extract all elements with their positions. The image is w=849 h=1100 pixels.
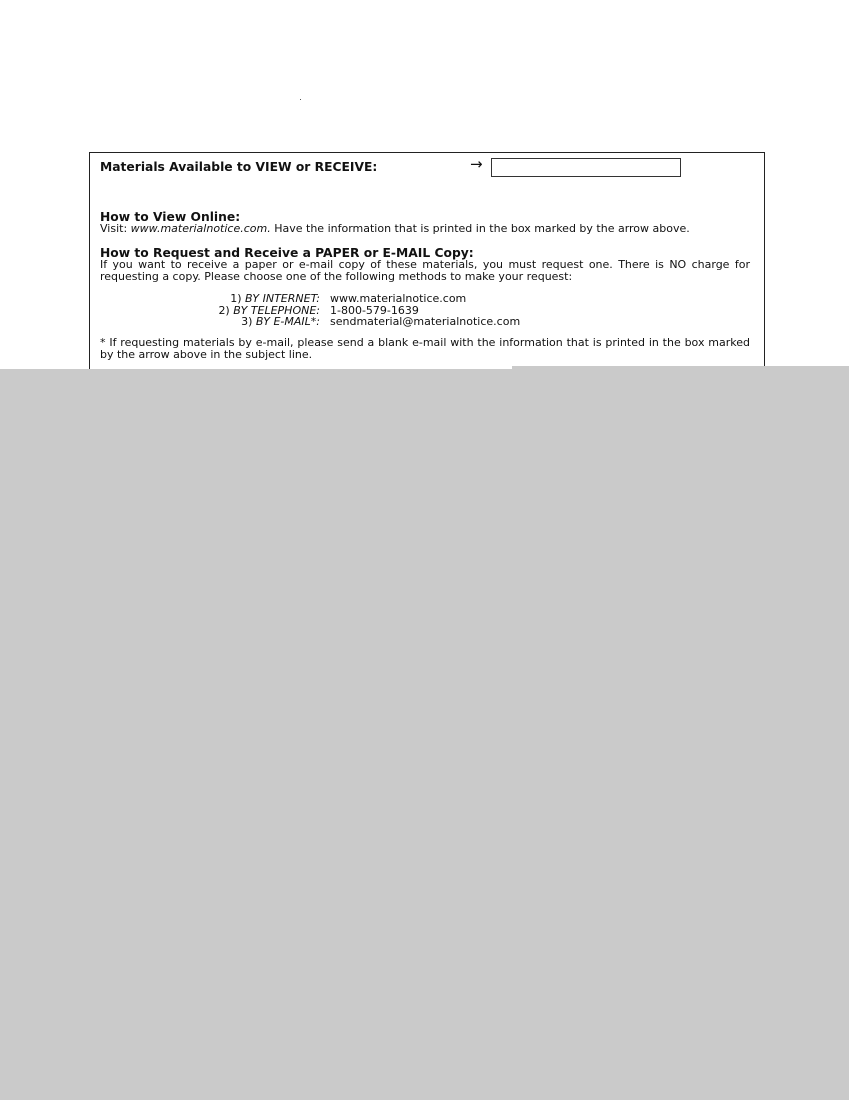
materials-notice-box (89, 152, 765, 393)
email-address[interactable]: sendmaterial@materialnotice.com (330, 315, 521, 328)
request-copy-heading: How to Request and Receive a PAPER or E-MAIL Copy: (100, 246, 474, 260)
view-online-section (100, 211, 750, 235)
materials-available-title: Materials Available to VIEW or RECEIVE: (100, 160, 378, 174)
view-online-heading: How to View Online: (100, 210, 241, 224)
gray-overlay (0, 369, 849, 1100)
materialnotice-link[interactable]: www.materialnotice.com. (130, 222, 271, 235)
method-label: 1) BY INTERNET: (230, 292, 320, 305)
request-copy-text: If you want to receive a paper or e-mail copy of these materials, you must request one. There is NO charge for requesting a copy. Please choose one of the following methods to make your request: (100, 258, 750, 283)
request-methods-list (204, 293, 520, 328)
view-online-instructions: Have the information that is printed in the box marked by the arrow above. (270, 222, 690, 235)
request-copy-section (100, 247, 750, 282)
right-arrow-icon: → (470, 155, 483, 173)
visit-label: Visit: (100, 222, 128, 235)
method-label: 3) BY E-MAIL*: (241, 315, 320, 328)
view-online-text (100, 223, 750, 235)
telephone-number: 1-800-579-1639 (330, 303, 419, 317)
internet-url[interactable]: www.materialnotice.com (330, 292, 467, 305)
email-footnote: * If requesting materials by e-mail, please send a blank e-mail with the information that is printed in the box marked by the arrow above in the subject line. (100, 336, 750, 361)
method-email (204, 316, 520, 328)
stray-mark (300, 99, 301, 100)
method-label: 2) BY TELEPHONE: (218, 303, 320, 317)
control-number-box (491, 158, 681, 177)
